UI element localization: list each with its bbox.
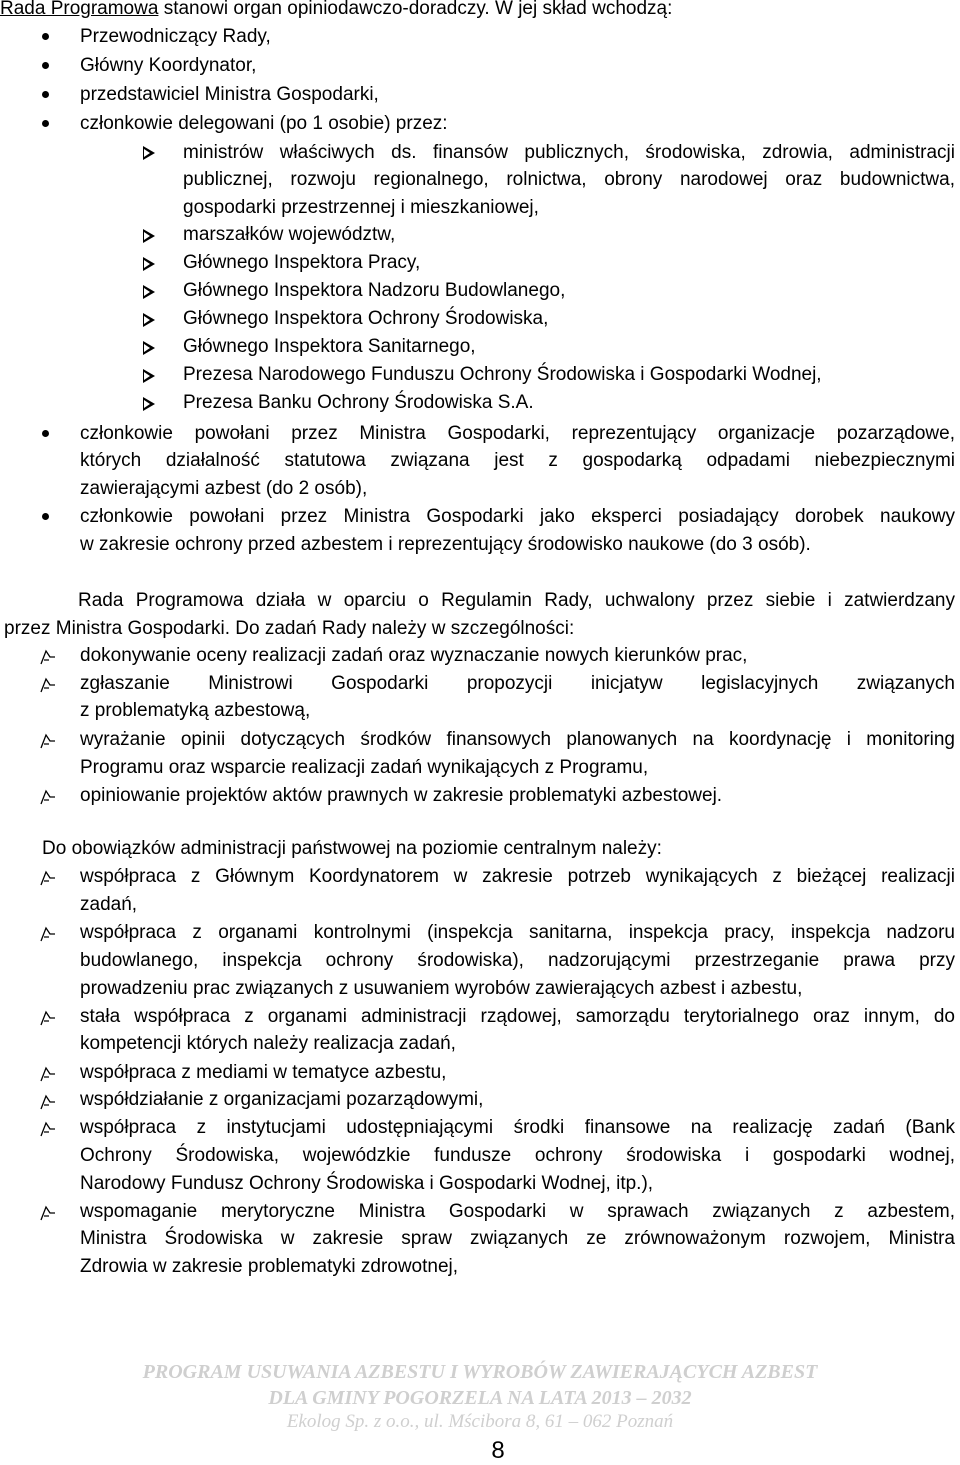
list-item-continuation: których działalność statutowa związana jest z gospodarką odpadami niebezpiecznymi [80,450,955,471]
arrow-bullet-icon [143,146,155,160]
footer-company-address: Ekolog Sp. z o.o., ul. Mścibora 8, 61 – 062 Poznań [286,1411,674,1432]
list-item: stała współpraca z organami administracji rządowej, samorządu terytorialnego oraz innym, do [80,1006,955,1027]
list-item-continuation: budowlanego, inspekcja ochrony środowiska), nadzorującymi przestrzeganie prawa przy [80,950,955,971]
list-item: Główny Koordynator, [80,55,257,76]
arrow-bullet-icon [143,369,155,383]
list-item: wyrażanie opinii dotyczących środków finansowych planowanych na koordynację i monitoring [80,729,955,750]
arrow-bullet-icon [143,313,155,327]
list-item: dokonywanie oceny realizacji zadań oraz wyznaczanie nowych kierunków prac, [80,645,748,666]
list-item-continuation: Ochrony Środowiska, wojewódzkie fundusze ochrony środowiska i gospodarki wodnej, [80,1145,955,1166]
pennant-bullet-icon [40,926,56,942]
pennant-bullet-icon [40,1121,56,1137]
list-item: Prezesa Narodowego Funduszu Ochrony Środowiska i Gospodarki Wodnej, [183,364,822,385]
list-item: członkowie powołani przez Ministra Gospodarki, reprezentujący organizacje pozarządowe, [80,423,955,444]
list-item: Głównego Inspektora Ochrony Środowiska, [183,308,549,329]
list-item: Przewodniczący Rady, [80,26,271,47]
pennant-bullet-icon [40,1205,56,1221]
page-number: 8 [491,1437,505,1464]
list-item: współdziałanie z organizacjami pozarządowymi, [80,1089,484,1110]
arrow-bullet-icon [143,229,155,243]
pennant-bullet-icon [40,789,56,805]
bullet-icon [42,430,49,437]
footer-program-subtitle: DLA GMINY POGORZELA NA LATA 2013 – 2032 [268,1387,692,1409]
list-item: opiniowanie projektów aktów prawnych w zakresie problematyki azbestowej. [80,785,723,806]
list-item: Prezesa Banku Ochrony Środowiska S.A. [183,392,534,413]
bullet-icon [42,33,49,40]
rada-programowa-link[interactable]: Rada Programowa [0,0,159,19]
pennant-bullet-icon [40,870,56,886]
list-item: członkowie delegowani (po 1 osobie) przez: [80,113,448,134]
list-item: Głównego Inspektora Sanitarnego, [183,336,476,357]
footer-program-title: PROGRAM USUWANIA AZBESTU I WYROBÓW ZAWIERAJĄCYCH AZBEST [142,1361,818,1383]
pennant-bullet-icon [40,677,56,693]
list-item-continuation: Ministra Środowiska w zakresie spraw związanych ze zrównoważonym rozwojem, Ministra [80,1228,955,1249]
pennant-bullet-icon [40,1010,56,1026]
section-heading: Do obowiązków administracji państwowej na poziomie centralnym należy: [42,838,662,859]
list-item-continuation: Narodowy Fundusz Ochrony Środowiska i Gospodarki Wodnej, itp.), [80,1173,654,1194]
list-item: Głównego Inspektora Nadzoru Budowlanego, [183,280,566,301]
arrow-bullet-icon [143,397,155,411]
rules-paragraph-line: Rada Programowa działa w oparciu o Regulamin Rady, uchwalony przez siebie i zatwierdzany [78,590,955,611]
bullet-icon [42,120,49,127]
list-item-continuation: z problematyką azbestową, [80,700,311,721]
pennant-bullet-icon [40,733,56,749]
list-item: zgłaszanie Ministrowi Gospodarki propozycji inicjatyw legislacyjnych związanych [80,673,955,694]
pennant-bullet-icon [40,649,56,665]
list-item: współpraca z Głównym Koordynatorem w zakresie potrzeb wynikających z bieżącej realizacji [80,866,955,887]
list-item-continuation: Programu oraz wsparcie realizacji zadań wynikających z Programu, [80,757,649,778]
bullet-icon [42,91,49,98]
list-item-continuation: zawierającymi azbest (do 2 osób), [80,478,368,499]
list-item: współpraca z organami kontrolnymi (inspekcja sanitarna, inspekcja pracy, inspekcja nadzoru [80,922,955,943]
rules-paragraph-line: przez Ministra Gospodarki. Do zadań Rady należy w szczególności: [4,618,575,639]
intro-paragraph: Rada Programowa stanowi organ opiniodawczo-doradczy. W jej skład wchodzą: [0,0,673,19]
arrow-bullet-icon [143,285,155,299]
list-item-continuation: prowadzeniu prac związanych z usuwaniem wyrobów zawierających azbest i azbestu, [80,978,803,999]
list-item-continuation: w zakresie ochrony przed azbestem i reprezentujący środowisko naukowe (do 3 osób). [80,534,811,555]
list-item-continuation: Zdrowia w zakresie problematyki zdrowotnej, [80,1256,459,1277]
list-item: współpraca z instytucjami udostępniającymi środki finansowe na realizację zadań (Bank [80,1117,955,1138]
bullet-icon [42,62,49,69]
list-item: przedstawiciel Ministra Gospodarki, [80,84,379,105]
pennant-bullet-icon [40,1066,56,1082]
list-item: współpraca z mediami w tematyce azbestu, [80,1062,447,1083]
list-item-continuation: publicznej, rozwoju regionalnego, rolnictwa, obrony narodowej oraz budownictwa, [183,169,955,190]
list-item: członkowie powołani przez Ministra Gospodarki jako eksperci posiadający dorobek naukowy [80,506,955,527]
pennant-bullet-icon [40,1094,56,1110]
bullet-icon [42,513,49,520]
list-item: Głównego Inspektora Pracy, [183,252,421,273]
list-item-continuation: zadań, [80,894,138,915]
list-item: wspomaganie merytoryczne Ministra Gospodarki w sprawach związanych z azbestem, [80,1201,955,1222]
list-item: ministrów właściwych ds. finansów publicznych, środowiska, zdrowia, administracji [183,142,955,163]
arrow-bullet-icon [143,341,155,355]
arrow-bullet-icon [143,257,155,271]
list-item-continuation: gospodarki przestrzennej i mieszkaniowej, [183,197,539,218]
list-item-continuation: kompetencji których należy realizacja zadań, [80,1033,456,1054]
list-item: marszałków województw, [183,224,396,245]
